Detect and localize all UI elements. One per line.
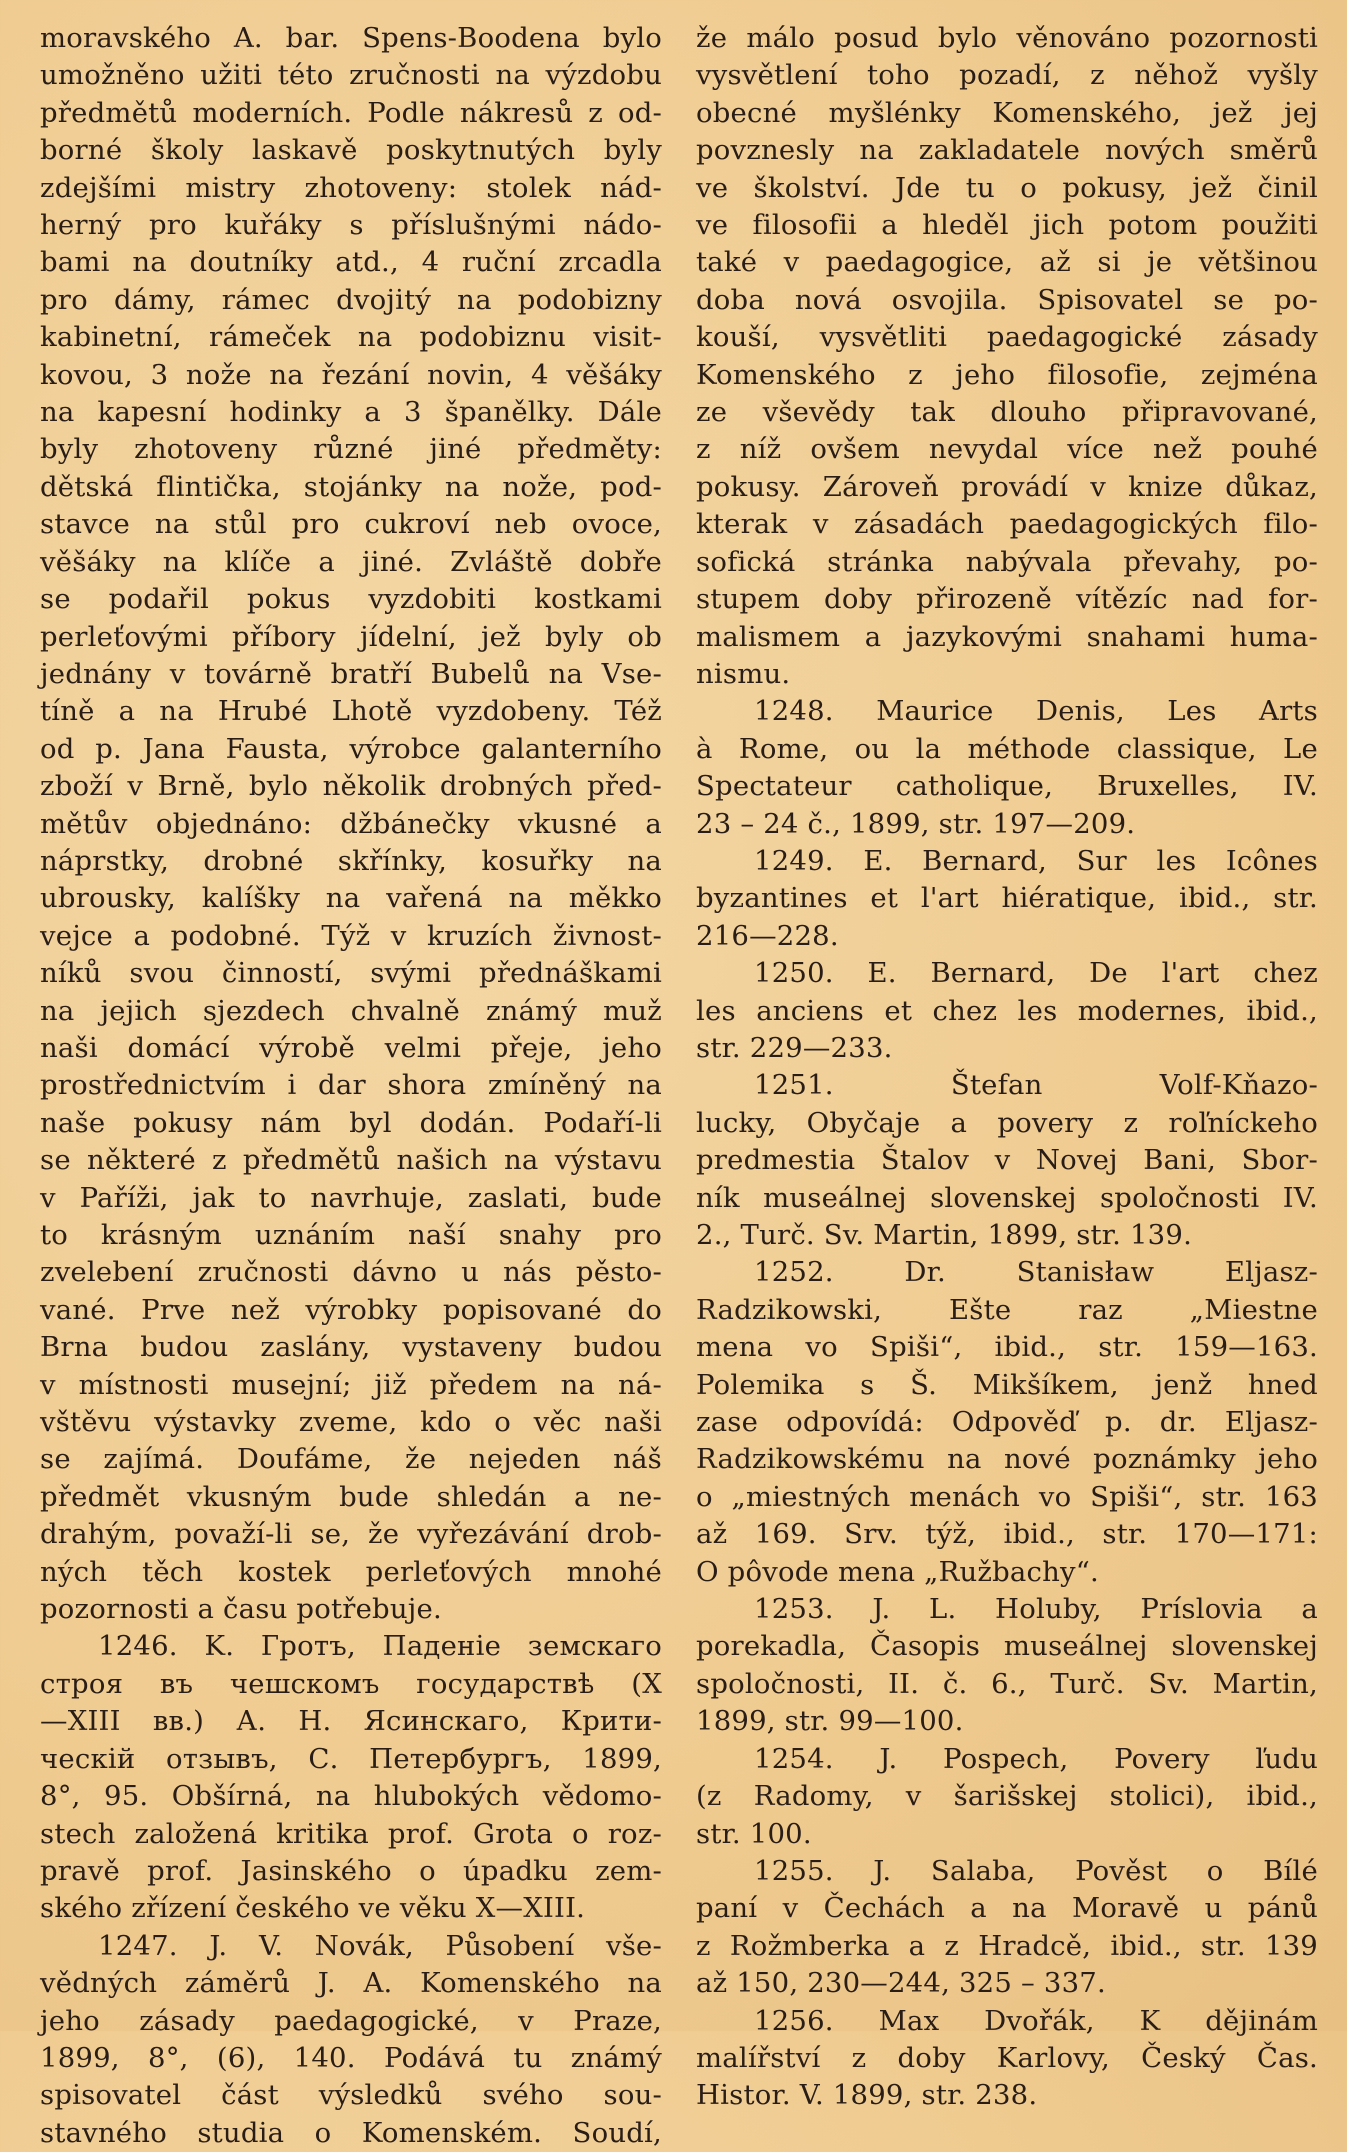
text-line: naši domácí výrobě velmi přeje, jeho — [40, 1031, 662, 1064]
text-line: spisovatel část výsledků svého sou- — [40, 2079, 662, 2112]
text-line: vědných záměrů J. A. Komenského na — [40, 1967, 662, 2000]
text-line: vané. Prve než výrobky popisované do — [40, 1293, 662, 1326]
text-line: lucky, Obyčaje a povery z roľníckeho — [696, 1106, 1318, 1139]
text-line: zboží v Brně, bylo několik drobných před- — [40, 770, 662, 803]
text-line: na jejich sjezdech chvalně známý muž — [40, 994, 662, 1027]
text-line: mětův objednáno: džbánečky vkusné a — [40, 807, 662, 840]
text-line: 1899, str. 99—100. — [696, 1705, 964, 1738]
text-line: porekadla, Časopis museálnej slovenskej — [696, 1630, 1318, 1663]
text-line: stech založená kritika prof. Grota o roz- — [40, 1817, 662, 1850]
text-line: bami na doutníky atd., 4 ruční zrcadla — [40, 246, 662, 279]
left-text-column — [40, 20, 662, 2149]
text-line: Polemika s Š. Mikšíkem, jenž hned — [696, 1368, 1318, 1401]
text-line: naše pokusy nám byl dodán. Podaří-li — [40, 1106, 662, 1139]
text-line: 23 – 24 č., 1899, str. 197—209. — [696, 807, 1136, 840]
text-line: mena vo Spiši“, ibid., str. 159—163. — [696, 1331, 1318, 1364]
text-line: níků svou činností, svými přednáškami — [40, 957, 662, 990]
text-line: (z Radomy, v šarišskej stolici), ibid., — [696, 1780, 1318, 1813]
text-line: Spectateur catholique, Bruxelles, IV. — [696, 770, 1318, 803]
text-line: perleťovými příbory jídelní, jež byly ob — [40, 620, 662, 653]
text-line: pozornosti a času potřebuje. — [40, 1593, 442, 1626]
text-line: O pôvode mena „Ružbachy“. — [696, 1555, 1099, 1588]
text-line: строя въ чешскомъ государствѣ (X — [40, 1667, 662, 1700]
text-line: ческій отзывъ, С. Петербургъ, 1899, — [40, 1742, 662, 1775]
text-line: Radzikowski, Ešte raz „Miestne — [696, 1293, 1318, 1326]
text-line: kovou, 3 nože na řezání novin, 4 věšáky — [40, 358, 662, 391]
text-line: 8°, 95. Obšírná, na hlubokých vědomo- — [40, 1780, 662, 1813]
text-line: 1255. J. Salaba, Pověst o Bílé — [754, 1854, 1318, 1887]
text-line: doba nová osvojila. Spisovatel se po- — [696, 283, 1318, 316]
text-line: byly zhotoveny různé jiné předměty: — [40, 433, 662, 466]
text-line: 1248. Maurice Denis, Les Arts — [754, 695, 1318, 728]
text-line: v Paříži, jak to navrhuje, zaslati, bude — [40, 1181, 662, 1214]
text-line: kterak v zásadách paedagogických filo- — [696, 508, 1318, 541]
text-line: tíně a na Hrubé Lhotě vyzdobeny. Též — [40, 695, 662, 728]
text-line: na kapesní hodinky a 3 španělky. Dále — [40, 396, 662, 429]
text-line: kouší, vysvětliti paedagogické zásady — [696, 321, 1318, 354]
text-line: Radzikowskému na nové poznámky jeho — [696, 1443, 1318, 1476]
text-line: vejce a podobné. Týž v kruzích živnost- — [40, 919, 662, 952]
text-line: zdejšími mistry zhotoveny: stolek nád- — [40, 171, 662, 204]
text-line: —XIII вв.) А. Н. Ясинскаго, Крити- — [40, 1705, 662, 1738]
text-line: paní v Čechách a na Moravě u pánů — [696, 1892, 1318, 1925]
text-line: povznesly na zakladatele nových směrů — [696, 134, 1318, 167]
text-line: byzantines et l'art hiératique, ibid., str. — [696, 882, 1318, 915]
text-line: stupem doby přirozeně vítězíc nad for- — [696, 583, 1318, 616]
text-line: zvelebení zručnosti dávno u nás pěsto- — [40, 1256, 662, 1289]
text-line: to krásným uznáním naší snahy pro — [40, 1219, 662, 1251]
text-line: 2., Turč. Sv. Martin, 1899, str. 139. — [696, 1219, 1193, 1251]
text-line: zase odpovídá: Odpověď p. dr. Eljasz- — [696, 1406, 1318, 1439]
text-line: 1250. E. Bernard, De l'art chez — [754, 957, 1318, 990]
text-line: obecné myšlénky Komenského, jež jej — [696, 96, 1318, 129]
text-line: Histor. V. 1899, str. 238. — [696, 2079, 1038, 2112]
text-line: stavce na stůl pro cukroví neb ovoce, — [40, 508, 662, 541]
text-line: spoločnosti, II. č. 6., Turč. Sv. Martin, — [696, 1667, 1318, 1700]
text-line: se podařil pokus vyzdobiti kostkami — [40, 583, 662, 616]
text-line: ze vševědy tak dlouho připravované, — [696, 396, 1318, 429]
text-line: les anciens et chez les modernes, ibid., — [696, 994, 1318, 1027]
text-line: 1252. Dr. Stanisław Eljasz- — [754, 1256, 1318, 1289]
text-line: prostřednictvím i dar shora zmíněný na — [40, 1069, 662, 1102]
text-line: ve filosofii a hleděl jich potom použiti — [696, 209, 1318, 242]
text-line: str. 229—233. — [696, 1031, 893, 1064]
text-line: o „miestných menách vo Spiši“, str. 163 — [696, 1480, 1318, 1513]
text-line: pravě prof. Jasinského o úpadku zem- — [40, 1854, 662, 1887]
text-line: à Rome, ou la méthode classique, Le — [696, 732, 1318, 765]
text-line: umožněno užiti této zručnosti na výzdobu — [40, 59, 662, 92]
text-line: malismem a jazykovými snahami huma- — [696, 620, 1318, 653]
text-line: v místnosti musejní; již předem na ná- — [40, 1368, 662, 1401]
text-line: z Rožmberka a z Hradcě, ibid., str. 139 — [696, 1929, 1318, 1962]
text-line: malířství z doby Karlovy, Český Čas. — [696, 2041, 1318, 2074]
text-line: věšáky na klíče a jiné. Zvláště dobře — [40, 545, 662, 578]
text-line: moravského A. bar. Spens-Boodena bylo — [40, 22, 662, 54]
text-line: předmět vkusným bude shledán a ne- — [40, 1480, 662, 1513]
text-line: náprstky, drobné skřínky, kosuřky na — [40, 844, 662, 877]
text-line: 1899, 8°, (6), 140. Podává tu známý — [40, 2041, 662, 2074]
text-line: se některé z předmětů našich na výstavu — [40, 1144, 662, 1177]
text-line: nismu. — [696, 657, 791, 690]
text-line: 1247. J. V. Novák, Působení vše- — [98, 1929, 662, 1962]
text-line: se zajímá. Doufáme, že nejeden náš — [40, 1443, 662, 1476]
text-line: 1254. J. Pospech, Povery ľudu — [754, 1742, 1318, 1775]
text-line: dětská flintička, stojánky na nože, pod- — [40, 470, 662, 503]
text-line: ského zřízení českého ve věku X—XIII. — [40, 1892, 586, 1925]
text-line: ných těch kostek perleťových mnohé — [40, 1555, 662, 1588]
text-line: Brna budou zaslány, vystaveny budou — [40, 1331, 662, 1364]
text-line: vštěvu výstavky zveme, kdo o věc naši — [40, 1406, 662, 1439]
text-line: str. 100. — [696, 1817, 812, 1850]
text-line: borné školy laskavě poskytnutých byly — [40, 134, 662, 167]
text-line: 216—228. — [696, 919, 839, 952]
text-line: až 150, 230—244, 325 – 337. — [696, 1967, 1106, 2000]
text-line: 1246. K. Гротъ, Паденіе земскаго — [98, 1630, 662, 1663]
text-line: pokusy. Zároveň provádí v knize důkaz, — [696, 470, 1318, 503]
text-line: jednány v továrně bratří Bubelů na Vse- — [40, 657, 662, 690]
text-line: predmestia Štalov v Novej Bani, Sbor- — [696, 1144, 1318, 1177]
text-line: vysvětlení toho pozadí, z něhož vyšly — [696, 59, 1318, 92]
text-line: herný pro kuřáky s příslušnými nádo- — [40, 209, 662, 242]
text-line: sofická stránka nabývala převahy, po- — [696, 545, 1318, 578]
text-line: předmětů moderních. Podle nákresů z od- — [40, 96, 662, 129]
text-line: jeho zásady paedagogické, v Praze, — [40, 2004, 662, 2037]
text-line: 1249. E. Bernard, Sur les Icônes — [754, 844, 1318, 877]
text-line: 1253. J. L. Holuby, Príslovia a — [754, 1593, 1318, 1626]
right-text-column — [696, 20, 1318, 2112]
text-line: ubrousky, kalíšky na vařená na měkko — [40, 882, 662, 915]
text-line: od p. Jana Fausta, výrobce galanterního — [40, 732, 662, 765]
text-line: Komenského z jeho filosofie, zejména — [696, 358, 1318, 391]
text-line: také v paedagogice, až si je většinou — [696, 246, 1318, 279]
text-line: ve školství. Jde tu o pokusy, jež činil — [696, 171, 1318, 204]
text-line: drahým, považí-li se, že vyřezávání drob- — [40, 1518, 662, 1551]
text-line: pro dámy, rámec dvojitý na podobizny — [40, 283, 662, 316]
text-line: stavného studia o Komenském. Soudí, — [40, 2116, 662, 2149]
text-line: kabinetní, rámeček na podobiznu visit- — [40, 321, 662, 354]
text-line: ník museálnej slovenskej spoločnosti IV. — [696, 1181, 1318, 1214]
text-line: že málo posud bylo věnováno pozornosti — [696, 22, 1318, 54]
text-line: 1251. Štefan Volf-Kňazo- — [754, 1069, 1318, 1102]
text-line: 1256. Max Dvořák, K dějinám — [754, 2004, 1318, 2037]
text-line: z níž ovšem nevydal více než pouhé — [696, 433, 1318, 466]
text-line: až 169. Srv. týž, ibid., str. 170—171: — [696, 1518, 1318, 1551]
